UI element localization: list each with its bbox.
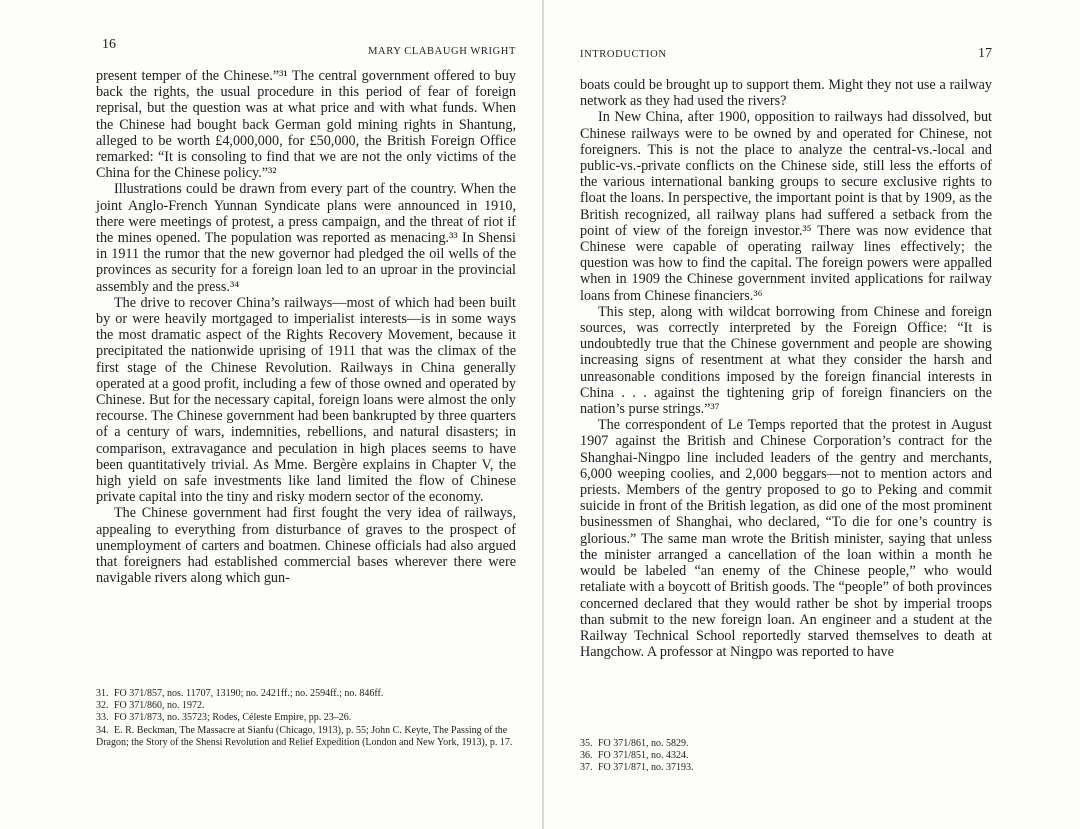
left-running-head [96,37,516,58]
footnote-32: 32. FO 371/860, no. 1972. [96,700,205,712]
right-page-number: 17 [978,46,992,61]
right-paragraph-4: The correspondent of Le Temps reported that the protest in August 1907 against the British and Chinese Corporation’s contract for the Shanghai-Ningpo line included leaders of the gentry and merchants, 6,000 weeping coolies, and 2,000 beggars—not to mention actors and priests. Members of the gentry proposed to go to Peking and commit suicide in front of the British legation, as did one of the most prominent businessmen of Shanghai, who declared, “To die for one’s country is glorious.” The same man wrote the British minister, saying that unless the minister arranged a cancellation of the loan within a month he would be labeled “an enemy of the Chinese people,” who would retaliate with a boycott of British goods. The “people” of both provinces concerned declared that they would rather be shot by imperial troops than submit to the new foreign loan. An engineer and a student at the Railway Technical School reportedly starved themselves to death at Hangchow. A professor at Ningpo was reported to have [580,417,992,661]
left-footnotes [96,688,516,749]
left-page-number: 16 [102,37,116,52]
right-footnotes [580,738,992,775]
left-paragraph-4: The Chinese government had first fought the very idea of railways, appealing to everything from disturbance of graves to the prospect of unemployment of carters and boatmen. Chinese officials had also argued that foreigners had established commercial bases wherever there were navigable rivers along which gun- [96,505,516,587]
right-paragraph-1: boats could be brought up to support them. Might they not use a railway network as they had used the rivers? [580,77,992,110]
right-body-text [580,77,992,660]
footnote-33: 33. FO 371/873, no. 35723; Rodes, Céleste Empire, pp. 23–26. [96,712,352,724]
footnote-35: 35. FO 371/861, no. 5829. [580,738,689,749]
right-paragraph-3: This step, along with wildcat borrowing from Chinese and foreign sources, was correctly interpreted by the Foreign Office: “It is undoubtedly true that the Chinese government and people are showing increasing signs of resentment at what they consider the harsh and unreasonable conditions imposed by the foreign financial interests in China . . . against the tightening grip of foreign financiers on the nation’s purse strings.”³⁷ [580,303,992,418]
footnote-31: 31. FO 371/857, nos. 11707, 13190; no. 2421ff.; no. 2594ff.; no. 846ff. [96,688,384,699]
footnote-34: 34. E. R. Beckman, The Massacre at Sianfu (Chicago, 1913), p. 55; John C. Keyte, The Passing of the Dragon; the Story of the Shensi Revolution and Relief Expedition (London and New York, 1913), p. 17. [96,724,513,748]
footnote-36: 36. FO 371/851, no. 4324. [580,750,689,762]
left-running-title: MARY CLABAUGH WRIGHT [368,46,516,57]
right-paragraph-2: In New China, after 1900, opposition to railways had dissolved, but Chinese railways were to be owned by and operated for Chinese, not foreigners. This is not the place to analyze the central-vs.-local and public-vs.-private conflicts on the Chinese side, still less the efforts of the various international banking groups to secure exclusive rights to float the loans. In perspective, the important point is that by 1909, as the British recognized, all railway plans had suffered a setback from the point of view of the foreign investor.³⁵ There was now evidence that Chinese were capable of operating railway lines effectively; the question was how to find the capital. The foreign powers were appalled when in 1909 the Chinese government invited applications for railway loans from Chinese financiers.³⁶ [580,109,992,304]
left-paragraph-1: present temper of the Chinese.”³¹ The central government offered to buy back the rights, the usual procedure in this period of fear of foreign reprisal, but the question was at what price and with what funds. When the Chinese had bought back German gold mining rights in Shantung, alleged to be worth £4,000,000, for £50,000, the British Foreign Office remarked: “It is consoling to find that we are not the only victims of the China for the Chinese policy.”³² [96,68,516,182]
left-paragraph-2: Illustrations could be drawn from every part of the country. When the joint Anglo-French Yunnan Syndicate plans were announced in 1910, there were meetings of protest, a press campaign, and the threat of riot if the mines opened. The population was reported as menacing.³³ In Shensi in 1911 the rumor that the new governor had pledged the oil wells of the provinces as security for a foreign loan led to an uproar in the provincial assembly and the press.³⁴ [96,181,516,295]
footnote-37: 37. FO 371/871, no. 37193. [580,762,694,774]
book-gutter [542,0,544,829]
right-running-title: INTRODUCTION [580,49,667,60]
left-paragraph-3: The drive to recover China’s railways—most of which had been built by or were heavily mortgaged to imperialist interests—is in some ways the most dramatic aspect of the Rights Recovery Movement, because it precipitated the nationwide uprising of 1911 that was the climax of the first stage of the Chinese Revolution. Railways in China generally operated at a good profit, including a few of those owned and operated by Chinese. But for the necessary capital, foreign loans were almost the only recourse. The Chinese government had been bankrupted by three quarters of a century of wars, indemnities, rebellions, and natural disasters; in comparison, extravagance and peculation in high places seems to have been quantitatively trivial. As Mme. Bergère explains in Chapter V, the high yield on safe investments like land limited the flow of Chinese private capital into the tiny and risky modern sector of the economy. [96,294,516,506]
left-body-text [96,68,516,587]
right-running-head [580,40,992,61]
